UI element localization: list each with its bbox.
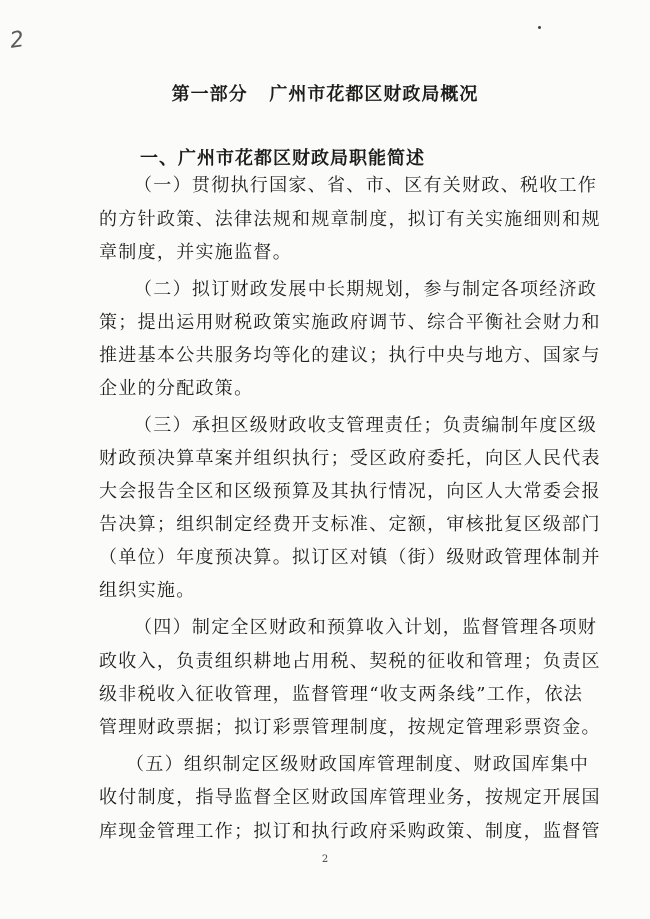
paragraph-3-line-5: （单位）年度预决算。拟订区对镇（街）级财政管理体制并 xyxy=(99,547,601,568)
paragraph-1-line-2: 的方针政策、法律法规和规章制度，拟订有关实施细则和规 xyxy=(99,209,601,230)
paragraph-2-line-1: （二）拟订财政发展中长期规划，参与制定各项经济政 xyxy=(134,279,598,300)
scan-speck xyxy=(538,26,541,29)
paragraph-1-line-1: （一）贯彻执行国家、省、市、区有关财政、税收工作 xyxy=(134,175,598,196)
paragraph-3-line-6: 组织实施。 xyxy=(99,580,196,601)
paragraph-5-line-2: 收付制度，指导监督全区财政国库管理业务，按规定开展国 xyxy=(99,787,601,808)
paragraph-2-line-3: 推进基本公共服务均等化的建议；执行中央与地方、国家与 xyxy=(99,345,601,366)
paragraph-4-line-4: 管理财政票据；拟订彩票管理制度，按规定管理彩票资金。 xyxy=(99,717,601,738)
paragraph-5-line-3: 库现金管理工作；拟订和执行政府采购政策、制度，监督管 xyxy=(99,821,601,842)
document-title: 第一部分 广州市花都区财政局概况 xyxy=(171,84,479,105)
paragraph-4-line-1: （四）制定全区财政和预算收入计划，监督管理各项财 xyxy=(134,617,598,638)
paragraph-5-line-1: （五）组织制定区级财政国库管理制度、财政国库集中 xyxy=(126,754,590,775)
paragraph-4-line-3: 级非税收入征收管理，监督管理“收支两条线”工作，依法 xyxy=(99,684,584,705)
paragraph-3-line-2: 财政预决算草案并组织执行；受区政府委托，向区人民代表 xyxy=(99,448,601,469)
paragraph-2-line-2: 策；提出运用财税政策实施政府调节、综合平衡社会财力和 xyxy=(99,312,601,333)
paragraph-4-line-2: 政收入，负责组织耕地占用税、契税的征收和管理；负责区 xyxy=(99,651,601,672)
section-heading: 一、广州市花都区财政局职能简述 xyxy=(140,148,425,169)
handwritten-page-mark: 2 xyxy=(8,27,26,54)
paragraph-2-line-4: 企业的分配政策。 xyxy=(99,378,254,399)
paragraph-3-line-1: （三）承担区级财政收支管理责任；负责编制年度区级 xyxy=(134,415,598,436)
paragraph-3-line-3: 大会报告全区和区级预算及其执行情况，向区人大常委会报 xyxy=(99,481,601,502)
paragraph-1-line-3: 章制度，并实施监督。 xyxy=(99,242,292,263)
page-number: 2 xyxy=(321,854,329,865)
paragraph-3-line-4: 告决算；组织制定经费开支标准、定额，审核批复区级部门 xyxy=(99,514,601,535)
